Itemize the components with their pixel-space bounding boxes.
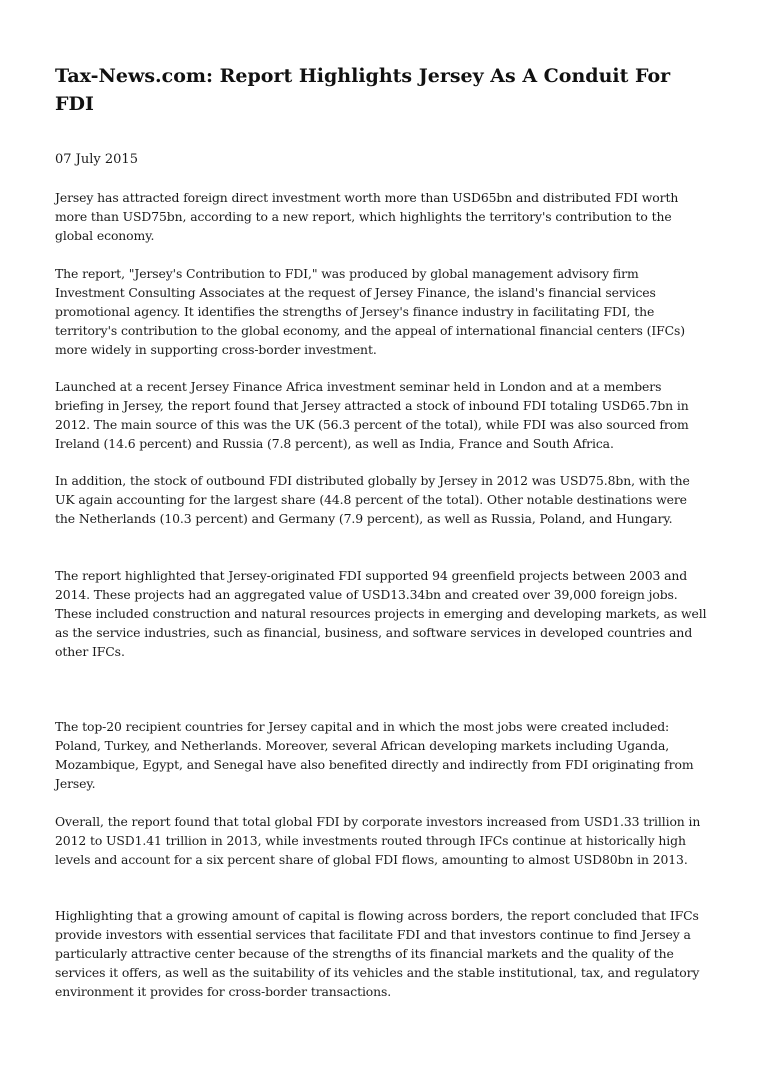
article-paragraph: In addition, the stock of outbound FDI distributed globally by Jersey in 2012 was USD75.8bn, with the UK again accounting for the largest share (44.8 percent of the total). Other notable destinations were the Netherlands (10.3 percent) and Germany (7.9 percent), as well as Russia, Poland, and Hungary. — [55, 473, 690, 526]
article-paragraph: The report, "Jersey's Contribution to FDI," was produced by global management advisory firm Investment Consulting Associates at the request of Jersey Finance, the island's financial services promotional agency. It identifies the strengths of Jersey's finance industry in facilitating FDI, the territory's contribution to the global economy, and the appeal of international financial centers (IFCs) more widely in supporting cross-border investment. — [55, 266, 686, 357]
article-date: 07 July 2015 — [55, 152, 138, 167]
article-title: Tax-News.com: Report Highlights Jersey As A Conduit For FDI — [55, 65, 671, 115]
article-paragraph: Jersey has attracted foreign direct investment worth more than USD65bn and distributed FDI worth more than USD75bn, according to a new report, which highlights the territory's contribution to the global economy. — [55, 190, 679, 243]
article-paragraph: Overall, the report found that total global FDI by corporate investors increased from USD1.33 trillion in 2012 to USD1.41 trillion in 2013, while investments routed through IFCs continue at historically high levels and account for a six percent share of global FDI flows, amounting to almost USD80bn in 2013. — [55, 814, 701, 867]
article-paragraph: Launched at a recent Jersey Finance Africa investment seminar held in London and at a members briefing in Jersey, the report found that Jersey attracted a stock of inbound FDI totaling USD65.7bn in 2012. The main source of this was the UK (56.3 percent of the total), while FDI was also sourced from Ireland (14.6 percent) and Russia (7.8 percent), as well as India, France and South Africa. — [55, 379, 689, 451]
article-paragraph: The top-20 recipient countries for Jersey capital and in which the most jobs were created included: Poland, Turkey, and Netherlands. Moreover, several African developing markets including Uganda, Mozambique, Egypt, and Senegal have also benefited directly and indirectly from FDI originating from Jersey. — [55, 719, 694, 791]
article-paragraph: The report highlighted that Jersey-originated FDI supported 94 greenfield projects between 2003 and 2014. These projects had an aggregated value of USD13.34bn and created over 39,000 foreign jobs. These included construction and natural resources projects in emerging and developing markets, as well as the service industries, such as financial, business, and software services in developed countries and other IFCs. — [55, 568, 707, 659]
article-paragraph: Highlighting that a growing amount of capital is flowing across borders, the report concluded that IFCs provide investors with essential services that facilitate FDI and that investors continue to find Jersey a particularly attractive center because of the strengths of its financial markets and the quality of the services it offers, as well as the suitability of its vehicles and the stable institutional, tax, and regulatory environment it provides for cross-border transactions. — [55, 908, 700, 999]
